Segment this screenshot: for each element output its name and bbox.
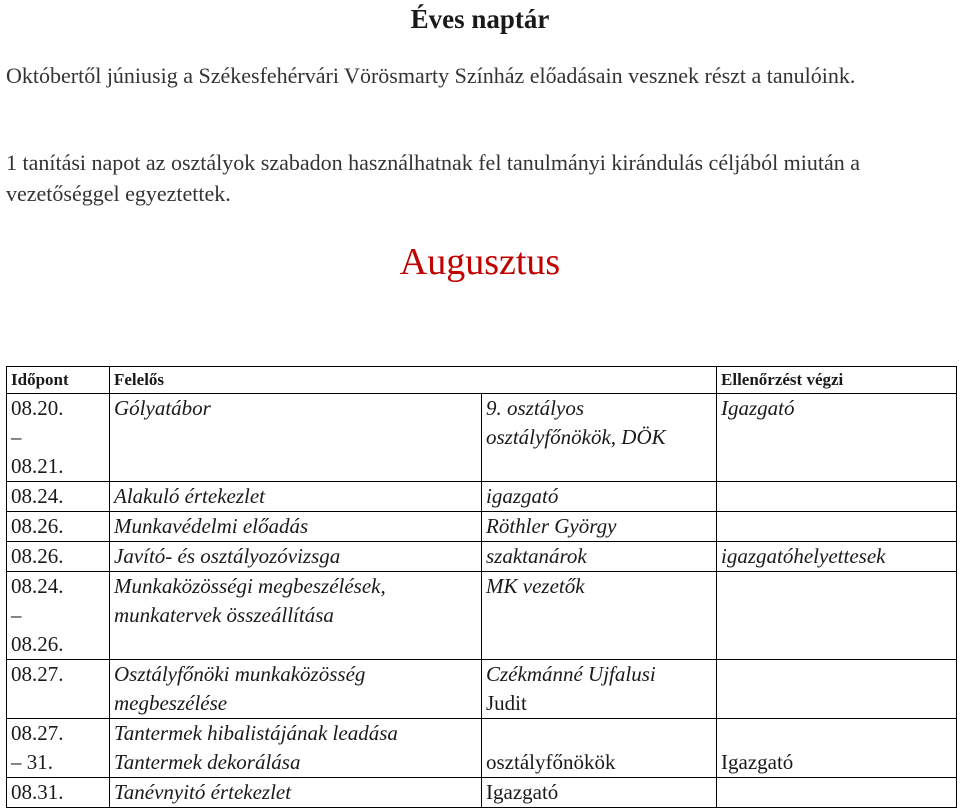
row-checker — [717, 482, 957, 512]
row-date: 08.24. — [7, 482, 110, 512]
row-date: 08.20. – 08.21. — [7, 394, 110, 482]
table-row — [7, 778, 957, 808]
row-date: 08.27. – 31. — [7, 719, 110, 778]
row-date: 08.27. — [7, 660, 110, 719]
table-row — [7, 394, 957, 482]
table-row — [7, 660, 957, 719]
row-checker: igazgatóhelyettesek — [717, 542, 957, 572]
row-checker — [717, 572, 957, 660]
row-date: 08.24. – 08.26. — [7, 572, 110, 660]
row-responsible: Igazgató — [482, 778, 717, 808]
row-event: Osztályfőnöki munkaközösség megbeszélése — [110, 660, 482, 719]
row-checker: Igazgató — [717, 719, 957, 778]
table-row — [7, 482, 957, 512]
header-checker: Ellenőrzést végzi — [717, 367, 957, 394]
row-responsible: osztályfőnökök — [482, 719, 717, 778]
row-checker — [717, 778, 957, 808]
table-row — [7, 572, 957, 660]
row-responsible: Röthler György — [482, 512, 717, 542]
row-responsible: Czékmánné Ujfalusi Judit — [482, 660, 717, 719]
row-checker — [717, 512, 957, 542]
row-event: Gólyatábor — [110, 394, 482, 482]
table-row — [7, 512, 957, 542]
row-responsible: szaktanárok — [482, 542, 717, 572]
row-responsible: igazgató — [482, 482, 717, 512]
row-responsible: 9. osztályos osztályfőnökök, DÖK — [482, 394, 717, 482]
schedule-table — [6, 366, 957, 808]
row-event: Javító- és osztályozóvizsga — [110, 542, 482, 572]
table-header-row — [7, 367, 957, 394]
row-date: 08.26. — [7, 512, 110, 542]
row-event: Tanévnyitó értekezlet — [110, 778, 482, 808]
month-heading: Augusztus — [399, 241, 561, 283]
header-time: Időpont — [7, 367, 110, 394]
row-event: Munkaközösségi megbeszélések, munkatervek összeállítása — [110, 572, 482, 660]
header-responsible: Felelős — [110, 367, 717, 394]
intro-paragraph-excursion: 1 tanítási napot az osztályok szabadon használhatnak fel tanulmányi kirándulás céljából miután a vezetőséggel egyeztettek. — [6, 150, 861, 206]
row-responsible: MK vezetők — [482, 572, 717, 660]
row-event: Tantermek hibalistájának leadása Tantermek dekorálása — [110, 719, 482, 778]
row-date: 08.31. — [7, 778, 110, 808]
row-date: 08.26. — [7, 542, 110, 572]
row-event: Munkavédelmi előadás — [110, 512, 482, 542]
row-checker — [717, 660, 957, 719]
intro-paragraph-theatre: Októbertől júniusig a Székesfehérvári Vörösmarty Színház előadásain vesznek részt a tanulóink. — [6, 63, 856, 88]
row-event: Alakuló értekezlet — [110, 482, 482, 512]
table-row — [7, 719, 957, 778]
row-checker: Igazgató — [717, 394, 957, 482]
document-title: Éves naptár — [410, 4, 550, 34]
table-row — [7, 542, 957, 572]
